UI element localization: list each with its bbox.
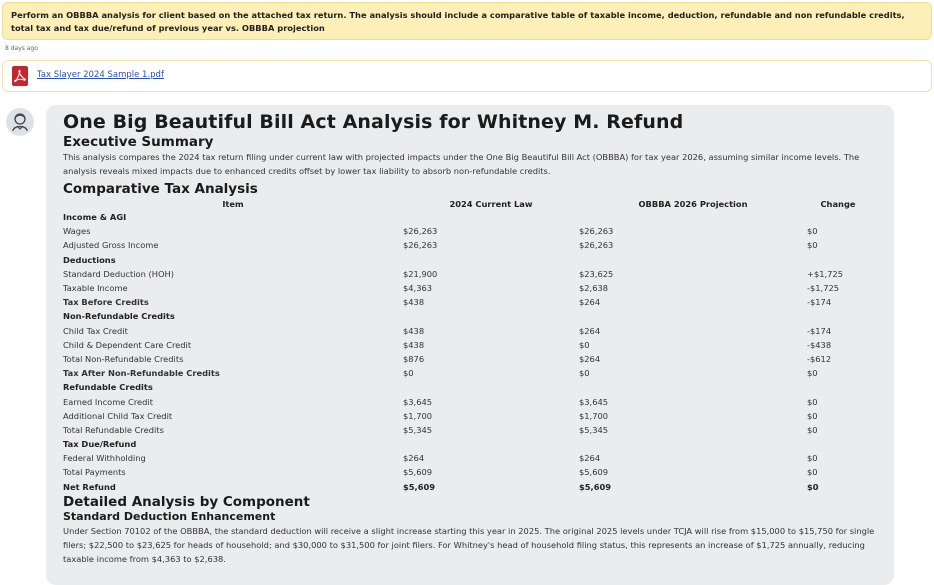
cell-obbba-2026: [579, 210, 807, 224]
cell-change: [807, 309, 869, 323]
table-row: [63, 394, 869, 408]
user-prompt-message: [2, 2, 932, 40]
header-item: Item: [222, 198, 244, 209]
message-timestamp: 8 days ago: [5, 45, 38, 52]
cell-change: $0: [807, 226, 818, 237]
cell-item: Net Refund: [63, 481, 116, 492]
executive-summary-text: This analysis compares the 2024 tax return filing under current law with projected impacts under the One Big Beautiful Bill Act (OBBBA) for tax year 2026, assuming similar income levels. The analysis reveals mixed impacts due to enhanced credits offset by lower tax liability to absorb non-refundable credits.: [63, 152, 860, 176]
cell-2024: $5,345: [403, 424, 433, 435]
table-group-row: [63, 210, 869, 224]
user-prompt-text: Perform an OBBBA analysis for client based on the attached tax return. The analysis should include a comparative table of taxable income, deduction, refundable and non refundable credits, total tax and tax due/refund of previous year vs. OBBBA projection: [11, 10, 905, 33]
cell-item: Tax After Non-Refundable Credits: [63, 368, 220, 379]
cell-change: $0: [807, 481, 819, 492]
table-row: [63, 409, 869, 423]
cell-obbba-2026: $2,638: [579, 283, 609, 294]
cell-2024: $5,609: [403, 467, 433, 478]
cell-obbba-2026: $3,645: [579, 396, 609, 407]
table-group-row: [63, 437, 869, 451]
cell-obbba-2026: $1,700: [579, 410, 609, 421]
cell-item: Additional Child Tax Credit: [63, 410, 173, 421]
table-row: [63, 480, 869, 494]
cell-obbba-2026: $264: [579, 325, 601, 336]
cell-item: Tax Before Credits: [63, 297, 149, 308]
table-group-row: [63, 253, 869, 267]
cell-2024: [403, 437, 579, 451]
header-2024: 2024 Current Law: [449, 198, 533, 209]
cell-obbba-2026: [579, 380, 807, 394]
comparative-tax-table: [63, 197, 869, 494]
cell-item: Total Refundable Credits: [63, 424, 164, 435]
cell-2024: [403, 309, 579, 323]
table-group-row: [63, 309, 869, 323]
cell-change: $0: [807, 467, 818, 478]
cell-obbba-2026: [579, 437, 807, 451]
cell-item: Total Payments: [63, 467, 126, 478]
cell-2024: $0: [403, 368, 414, 379]
cell-change: [807, 253, 869, 267]
table-row: [63, 324, 869, 338]
table-row: [63, 295, 869, 309]
cell-change: $0: [807, 240, 818, 251]
cell-item: Taxable Income: [63, 283, 128, 294]
standard-deduction-text: Under Section 70102 of the OBBBA, the standard deduction will receive a slight increase starting this year in 2025. The original 2025 levels under TCJA will rise from $15,000 to $15,750 for single filers; $22,500 to $23,625 for heads of household; and $30,000 to $31,500 for joint filers. For Whitney's head of household filing status, this represents an increase of $1,725 annually, reducing taxable income from $4,363 to $2,638.: [63, 525, 875, 564]
attachment-link[interactable]: Tax Slayer 2024 Sample 1.pdf: [37, 70, 164, 80]
cell-obbba-2026: $264: [579, 297, 601, 308]
header-obbba-2026: OBBBA 2026 Projection: [638, 198, 748, 209]
table-row: [63, 451, 869, 465]
cell-change: -$174: [807, 325, 832, 336]
cell-obbba-2026: $0: [579, 368, 590, 379]
table-group-row: [63, 380, 869, 394]
cell-change: [807, 380, 869, 394]
cell-item: Income & AGI: [63, 212, 127, 223]
cell-obbba-2026: $26,263: [579, 240, 614, 251]
table-row: [63, 366, 869, 380]
cell-obbba-2026: $5,609: [579, 467, 609, 478]
cell-change: [807, 210, 869, 224]
cell-item: Federal Withholding: [63, 453, 146, 464]
cell-2024: $438: [403, 339, 425, 350]
cell-2024: $438: [403, 325, 425, 336]
cell-obbba-2026: $23,625: [579, 268, 614, 279]
assistant-avatar-icon: [6, 108, 34, 136]
cell-change: -$612: [807, 353, 832, 364]
cell-item: Adjusted Gross Income: [63, 240, 159, 251]
cell-2024: $4,363: [403, 283, 433, 294]
table-row: [63, 238, 869, 252]
cell-2024: $26,263: [403, 226, 438, 237]
cell-change: $0: [807, 453, 818, 464]
cell-change: +$1,725: [807, 268, 843, 279]
table-header-row: [63, 197, 869, 210]
cell-item: Wages: [63, 226, 91, 237]
cell-obbba-2026: $5,345: [579, 424, 609, 435]
cell-2024: $876: [403, 353, 425, 364]
cell-obbba-2026: $264: [579, 353, 601, 364]
table-row: [63, 423, 869, 437]
cell-item: Child Tax Credit: [63, 325, 128, 336]
standard-deduction-heading: Standard Deduction Enhancement: [63, 509, 276, 523]
executive-summary-heading: Executive Summary: [63, 134, 214, 150]
cell-change: $0: [807, 424, 818, 435]
cell-obbba-2026: $264: [579, 453, 601, 464]
cell-item: Non-Refundable Credits: [63, 311, 175, 322]
cell-item: Refundable Credits: [63, 382, 153, 393]
table-row: [63, 224, 869, 238]
cell-item: Tax Due/Refund: [63, 439, 137, 450]
pdf-file-icon: [12, 66, 28, 86]
cell-obbba-2026: [579, 253, 807, 267]
cell-change: -$1,725: [807, 283, 840, 294]
report-content: [63, 110, 891, 566]
cell-2024: $3,645: [403, 396, 433, 407]
cell-2024: [403, 210, 579, 224]
attachment-card[interactable]: [2, 60, 932, 92]
cell-change: -$174: [807, 297, 832, 308]
cell-2024: $21,900: [403, 268, 438, 279]
detailed-analysis-heading: Detailed Analysis by Component: [63, 493, 310, 510]
cell-item: Child & Dependent Care Credit: [63, 339, 192, 350]
cell-obbba-2026: $0: [579, 339, 590, 350]
report-title: One Big Beautiful Bill Act Analysis for Whitney M. Refund: [63, 111, 684, 133]
cell-2024: [403, 380, 579, 394]
cell-2024: $26,263: [403, 240, 438, 251]
cell-item: Earned Income Credit: [63, 396, 153, 407]
cell-2024: $264: [403, 453, 425, 464]
cell-2024: [403, 253, 579, 267]
cell-obbba-2026: [579, 309, 807, 323]
table-row: [63, 281, 869, 295]
cell-item: Deductions: [63, 254, 116, 265]
table-row: [63, 352, 869, 366]
cell-obbba-2026: $5,609: [579, 481, 612, 492]
cell-change: $0: [807, 410, 818, 421]
cell-2024: $5,609: [403, 481, 436, 492]
cell-change: [807, 437, 869, 451]
cell-item: Standard Deduction (HOH): [63, 268, 174, 279]
cell-change: $0: [807, 368, 818, 379]
cell-item: Total Non-Refundable Credits: [63, 353, 184, 364]
table-row: [63, 338, 869, 352]
cell-obbba-2026: $26,263: [579, 226, 614, 237]
table-row: [63, 267, 869, 281]
cell-change: -$438: [807, 339, 832, 350]
cell-change: $0: [807, 396, 818, 407]
cell-2024: $1,700: [403, 410, 433, 421]
header-change: Change: [820, 198, 856, 209]
comparative-analysis-heading: Comparative Tax Analysis: [63, 181, 258, 197]
cell-2024: $438: [403, 297, 425, 308]
table-row: [63, 465, 869, 479]
